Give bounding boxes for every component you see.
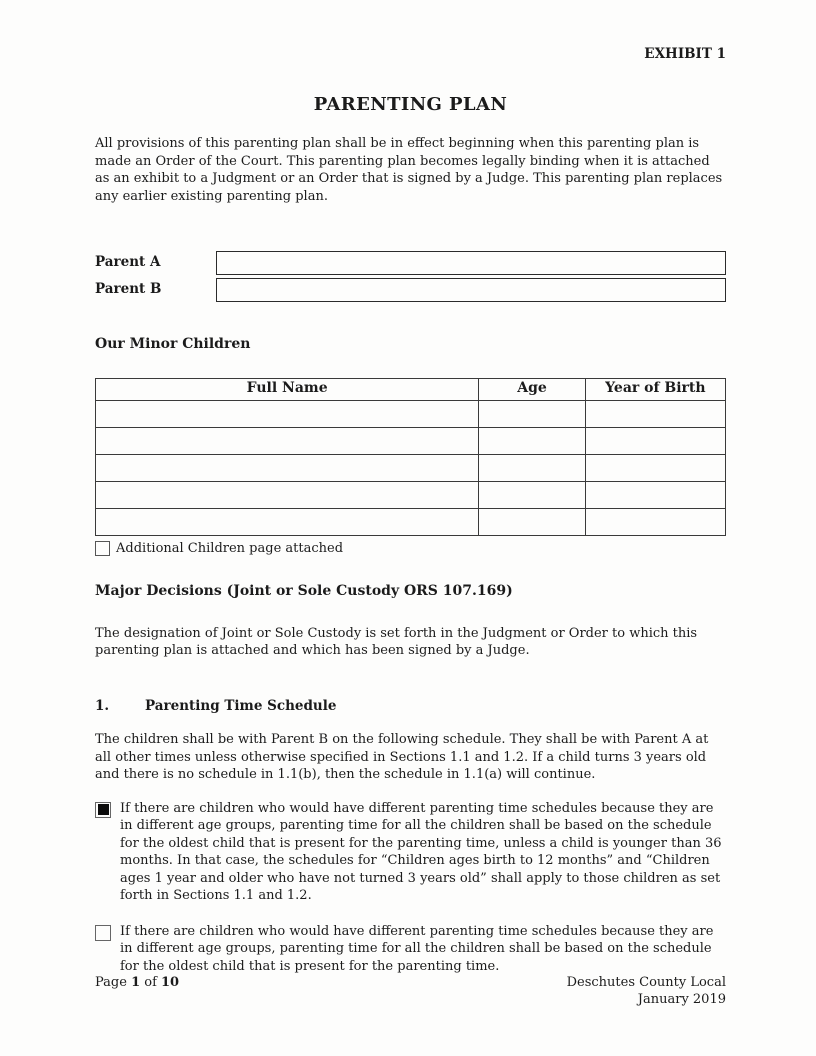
additional-children-label: Additional Children page attached: [116, 540, 344, 556]
table-row: [96, 427, 726, 454]
section-1-intro: The children shall be with Parent B on the following schedule. They shall be with Parent A at all other times unless otherwise specified in Sections 1.1 and 1.2. If a child turns 3 years old and there is no schedule in 1.1(b), then the schedule in 1.1(a) will continue.: [95, 732, 709, 782]
schedule-option-2: [95, 923, 726, 976]
table-row: [96, 400, 726, 427]
column-header-year-of-birth: Year of Birth: [585, 378, 725, 400]
parent-a-field[interactable]: [216, 251, 726, 275]
schedule-option-1: [95, 800, 726, 905]
schedule-option-1-text: If there are children who would have different parenting time schedules because they are in different age groups, parenting time for all the children shall be based on the schedule for the oldest child that is present for the parenting time, unless a child is younger than 36 months. In that case, the schedules for “Children ages birth to 12 months” and “Children ages 1 year and older who have not turned 3 years old” shall apply to those children as set forth in Sections 1.1 and 1.2.: [120, 800, 722, 903]
table-cell[interactable]: [479, 400, 585, 427]
children-table-body: [96, 400, 726, 535]
parent-b-field[interactable]: [216, 278, 726, 302]
parent-a-label: Parent A: [95, 254, 161, 271]
page-footer: [95, 974, 726, 1008]
page-total: 10: [161, 975, 180, 990]
table-cell[interactable]: [96, 427, 479, 454]
table-cell[interactable]: [479, 454, 585, 481]
children-table: [95, 378, 726, 536]
table-cell[interactable]: [585, 454, 725, 481]
table-cell[interactable]: [585, 481, 725, 508]
major-decisions-body: The designation of Joint or Sole Custody is set forth in the Judgment or Order to which this parenting plan is attached and which has been signed by a Judge.: [95, 625, 698, 658]
page-of-text: of: [140, 975, 162, 990]
schedule-option-2-checkbox[interactable]: [95, 925, 111, 941]
footer-date: January 2019: [637, 992, 726, 1007]
page-title: PARENTING PLAN: [313, 93, 508, 115]
parent-b-label: Parent B: [95, 281, 162, 298]
schedule-option-2-text: If there are children who would have different parenting time schedules because they are in different age groups, parenting time for all the children shall be based on the schedule for the oldest child that is present for the parenting time.: [120, 923, 714, 974]
footer-county: Deschutes County Local: [566, 975, 726, 990]
section-1-number: 1.: [95, 697, 110, 714]
table-cell[interactable]: [479, 481, 585, 508]
schedule-option-1-checkbox[interactable]: [95, 802, 111, 818]
table-cell[interactable]: [96, 481, 479, 508]
table-row: [96, 481, 726, 508]
major-decisions-heading: Major Decisions (Joint or Sole Custody ORS 107.169): [95, 583, 513, 599]
page-number: 1: [131, 975, 141, 990]
table-cell[interactable]: [585, 400, 725, 427]
intro-paragraph: All provisions of this parenting plan shall be in effect beginning when this parenting plan is made an Order of the Court. This parenting plan becomes legally binding when it is attached as an exhibit to a Judgment or an Order that is signed by a Judge. This parenting plan replaces any earlier existing parenting plan.: [95, 136, 723, 204]
parent-a-row: [95, 251, 726, 275]
table-row: [96, 508, 726, 535]
parents-block: [95, 251, 726, 302]
exhibit-label: EXHIBIT 1: [644, 46, 726, 62]
table-cell[interactable]: [96, 508, 479, 535]
footer-source: [567, 974, 726, 1008]
section-1-heading: Parenting Time Schedule: [145, 697, 337, 714]
additional-children-row: [95, 540, 726, 558]
table-cell[interactable]: [585, 508, 725, 535]
table-cell[interactable]: [585, 427, 725, 454]
table-cell[interactable]: [96, 454, 479, 481]
children-table-header-row: [96, 378, 726, 400]
children-section-heading: Our Minor Children: [95, 336, 251, 352]
column-header-age: Age: [479, 378, 585, 400]
additional-children-checkbox[interactable]: [95, 541, 110, 556]
table-cell[interactable]: [479, 508, 585, 535]
table-cell[interactable]: [96, 400, 479, 427]
table-row: [96, 454, 726, 481]
page-number-indicator: [95, 974, 179, 992]
page-prefix: Page: [95, 975, 132, 990]
column-header-full-name: Full Name: [96, 378, 479, 400]
table-cell[interactable]: [479, 427, 585, 454]
parent-b-row: [95, 278, 726, 302]
section-1-heading-row: [95, 698, 726, 716]
